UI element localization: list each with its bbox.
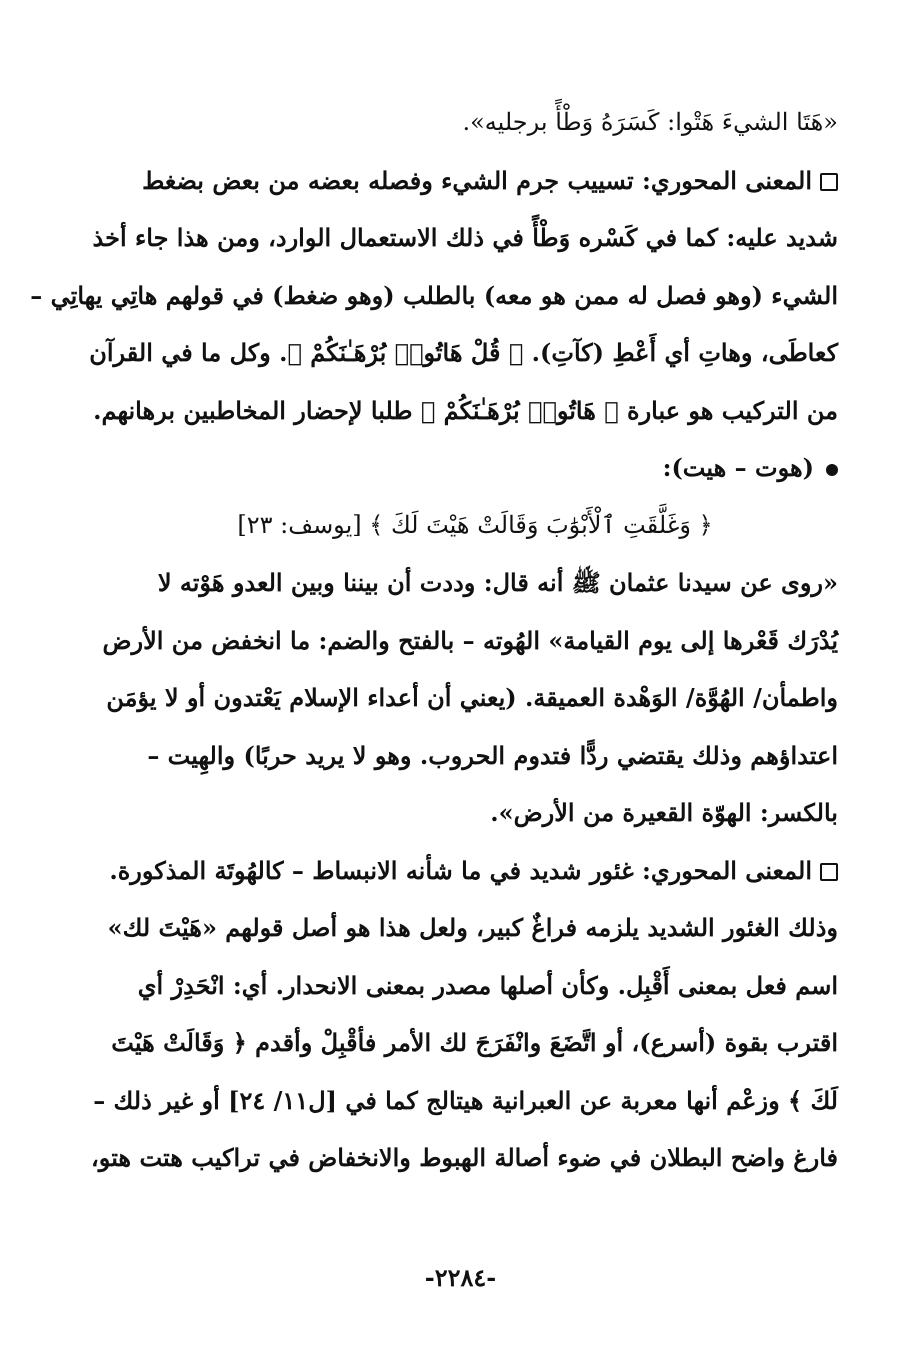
square-bullet-icon: [820, 173, 838, 191]
text-line: اقترب بقوة (أسرع)، أو اتَّضَعَ وانْفَرَجَ لك الأمر فأقْبِلْ وأقدم ﴿ وَقَالَتْ هَيْتَ: [111, 1028, 838, 1057]
text-line: كعاطَى، وهاتِ أي أَعْطِ (كآتِ). ﴿ قُلْ هَاتُوا۟ بُرْهَـٰنَكُمْ ﴾. وكل ما في القرآن: [89, 338, 838, 367]
text-line: شديد عليه: كما في كَسْره وَطْأً في ذلك الاستعمال الوارد، ومن هذا جاء أخذ: [92, 223, 838, 252]
section-heading-text: (هوت – هيت):: [662, 453, 814, 482]
page-text: [30, 94, 838, 1187]
paragraph-heading: المعنى المحوري: تسييب جرم الشيء وفصله بعضه من بعض بضغط: [142, 165, 812, 195]
page-number: -٢٢٨٤-: [424, 1263, 497, 1292]
text-line: وذلك الغئور الشديد يلزمه فراغٌ كبير، ولعل هذا هو أصل قولهم «هَيْتَ لك»: [107, 913, 838, 942]
verse-line: ﴿ وَغَلَّقَتِ ٱلْأَبْوَٰبَ وَقَالَتْ هَيْتَ لَكَ ﴾ [يوسف: ٢٣]: [237, 510, 713, 539]
text-line: [109, 842, 838, 900]
section-heading: [112, 439, 838, 497]
text-line: يُدْرَك قَعْرها إلى يوم القيامة» الهُوته – بالفتح والضم: ما انخفض من الأرض: [102, 625, 838, 655]
text-line: الشيء (وهو فصل له ممن هو معه) بالطلب (وهو ضغط) في قولهم هاتِي يهاتِي –: [30, 280, 838, 310]
text-line: لَكَ ﴾ وزعْم أنها معربة عن العبرانية هيتالج كما في [ل١١/ ٢٤] أو غير ذلك –: [93, 1085, 838, 1115]
text-line: واطمأن/ الهُوَّة/ الوَهْدة العميقة. (يعني أن أعداء الإسلام يَعْتدون أو لا يؤمَن: [106, 683, 838, 712]
text-line: [112, 152, 838, 210]
paragraph-heading: المعنى المحوري: غئور شديد في ما شأنه الانبساط – كالهُوتَة المذكورة.: [109, 855, 812, 885]
text-line: من التركيب هو عبارة ﴿ هَاتُوا۟ بُرْهَـٰنَكُمْ ﴾ طلبا لإحضار المخاطبين برهانهم.: [93, 395, 838, 425]
text-line: بالكسر: الهوّة القعيرة من الأرض».: [490, 798, 838, 827]
dot-bullet-icon: [826, 464, 838, 476]
square-bullet-icon: [820, 863, 838, 881]
text-line: «هَتَا الشيءَ هَتْوا: كَسَرَهُ وَطْأً برجليه».: [462, 108, 838, 136]
text-line: اسم فعل بمعنى أَقْبِل. وكأن أصلها مصدر بمعنى الانحدار. أي: انْحَدِرْ أي: [137, 970, 838, 1000]
text-line: «روى عن سيدنا عثمان ﷺ أنه قال: وددت أن بيننا وبين العدو هَوْته لا: [157, 568, 838, 597]
text-line: فارغ واضح البطلان في ضوء أصالة الهبوط والانخفاض في تراكيب هتت هتو،: [91, 1143, 838, 1172]
text-line: اعتداؤهم وذلك يقتضي ردًّا فتدوم الحروب. وهو لا يريد حربًا) والهِيت –: [147, 740, 838, 770]
